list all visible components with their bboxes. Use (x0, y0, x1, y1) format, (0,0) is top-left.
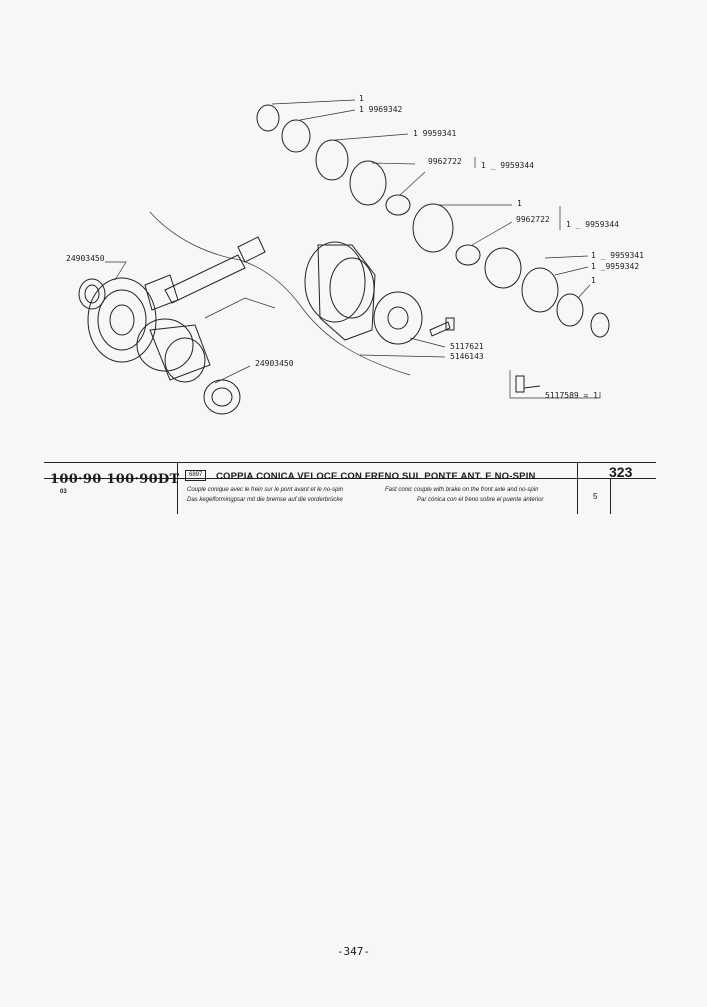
label-bearing-bottom: 24903450 (255, 359, 294, 368)
label-end-qty: 1 (591, 276, 596, 285)
exploded-parts-diagram (0, 0, 707, 440)
crown-wheel (88, 278, 156, 362)
label-bearing-left: 24903450 (66, 254, 105, 263)
title-spanish: Par cónica con el freno sobre el puente anterior (417, 497, 544, 503)
label-bolt-b: 5146143 (450, 352, 484, 361)
title-english: Fast conic couple with brake on the front axle and no-spin (385, 487, 539, 493)
spider-gear (374, 292, 422, 344)
title-block (44, 462, 656, 514)
sheet-number: 5 (593, 492, 598, 501)
title-block-top-rule (44, 462, 656, 463)
label-bolt-a: 5117621 (450, 342, 484, 351)
label-plate-upper: 9962722 (428, 157, 462, 166)
pinion-shaft (145, 237, 265, 310)
model-subcode: 03 (60, 489, 67, 495)
bearing-bottom (204, 380, 240, 414)
title-italian: COPPIA CONICA VELOCE CON FRENO SUL PONTE ANT. E NO-SPIN (216, 471, 536, 482)
label-mid-qty: 1 (517, 199, 522, 208)
label-tool-ref: 5117589 = 1 (545, 391, 598, 400)
page-number: 323 (609, 464, 633, 480)
title-block-divider-sheet (610, 478, 611, 514)
tool-reference-box (510, 370, 600, 400)
title-french: Couple conique avec le frein sur le pont avant et le no-spin (187, 487, 344, 493)
label-plate-lower: 9962722 (516, 215, 550, 224)
shaft-bracket (205, 298, 275, 318)
label-plate-lower-qty: 1 _ 9959344 (566, 220, 619, 229)
leader-lines (105, 100, 590, 383)
label-spring-lower: 1 _ 9959341 (591, 251, 644, 260)
label-ring-top: 1 9969342 (359, 105, 403, 114)
label-plate-upper-qty: 1 _ 9959344 (481, 161, 534, 170)
footer-page-number: -347- (336, 945, 371, 958)
bolt (430, 318, 454, 336)
title-block-divider-left (177, 462, 178, 514)
assembly-curve (150, 212, 410, 375)
title-german: Das kegelformingpsar mit die bremse auf die vorderbrücke (187, 497, 343, 503)
differential-housing (137, 319, 210, 382)
brake-housing (305, 242, 375, 340)
label-spring-upper: 1 9959341 (413, 129, 457, 138)
group-code: 6897 (185, 470, 206, 481)
label-ring-lower: 1 _9959342 (591, 262, 640, 271)
label-qty-top: 1 (359, 94, 364, 103)
model-designation: 100·90 100·90DT (50, 472, 180, 487)
upper-parts-stack (257, 105, 609, 337)
title-block-divider-right (577, 462, 578, 514)
